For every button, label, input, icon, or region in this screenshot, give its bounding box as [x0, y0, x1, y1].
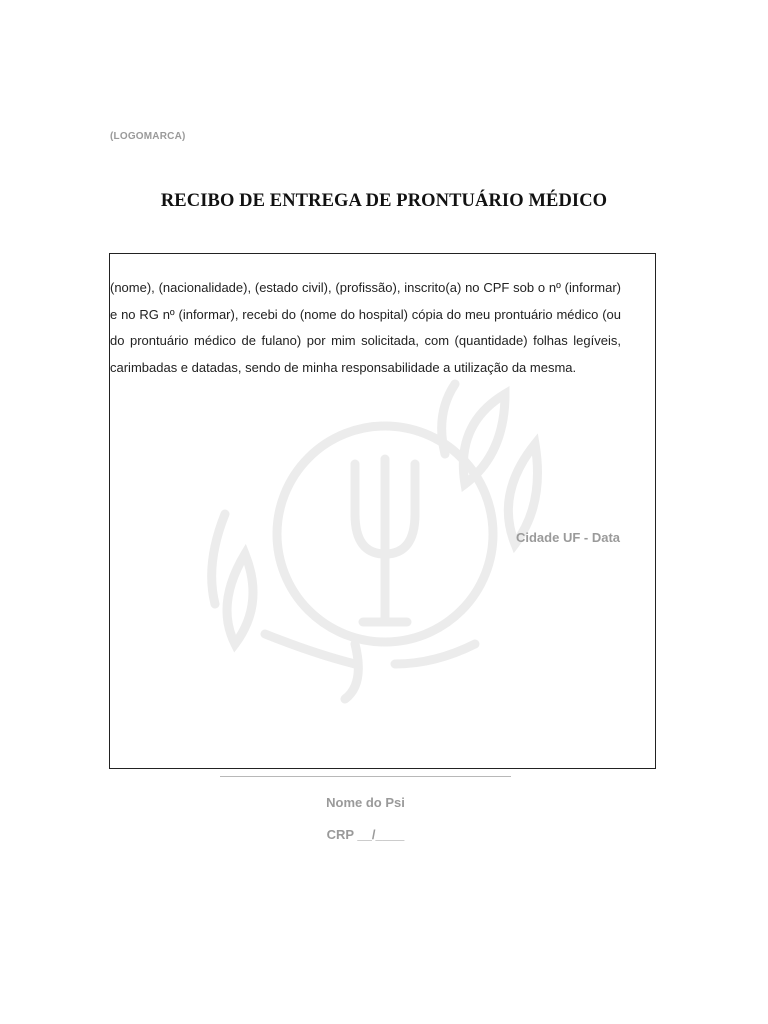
signatory-name: Nome do Psi: [326, 795, 405, 810]
signature-line: [220, 776, 511, 777]
logo-placeholder: (LOGOMARCA): [110, 131, 186, 142]
document-title: RECIBO DE ENTREGA DE PRONTUÁRIO MÉDICO: [160, 191, 608, 211]
psi-symbol-icon: [205, 364, 565, 704]
signatory-crp: CRP __/____: [326, 827, 405, 842]
receipt-box: [109, 253, 656, 769]
receipt-body-text: (nome), (nacionalidade), (estado civil), (profissão), inscrito(a) no CPF sob o nº (informar) e no RG nº (informar), recebi do (nome do hospital) cópia do meu prontuário médico (ou do prontuário médico de fulano) por mim solicitada, com (quantidade) folhas legíveis, carimbadas e datadas, sendo de minha responsabilidade a utilização da mesma.: [110, 280, 621, 375]
city-date-placeholder: Cidade UF - Data: [515, 530, 620, 545]
